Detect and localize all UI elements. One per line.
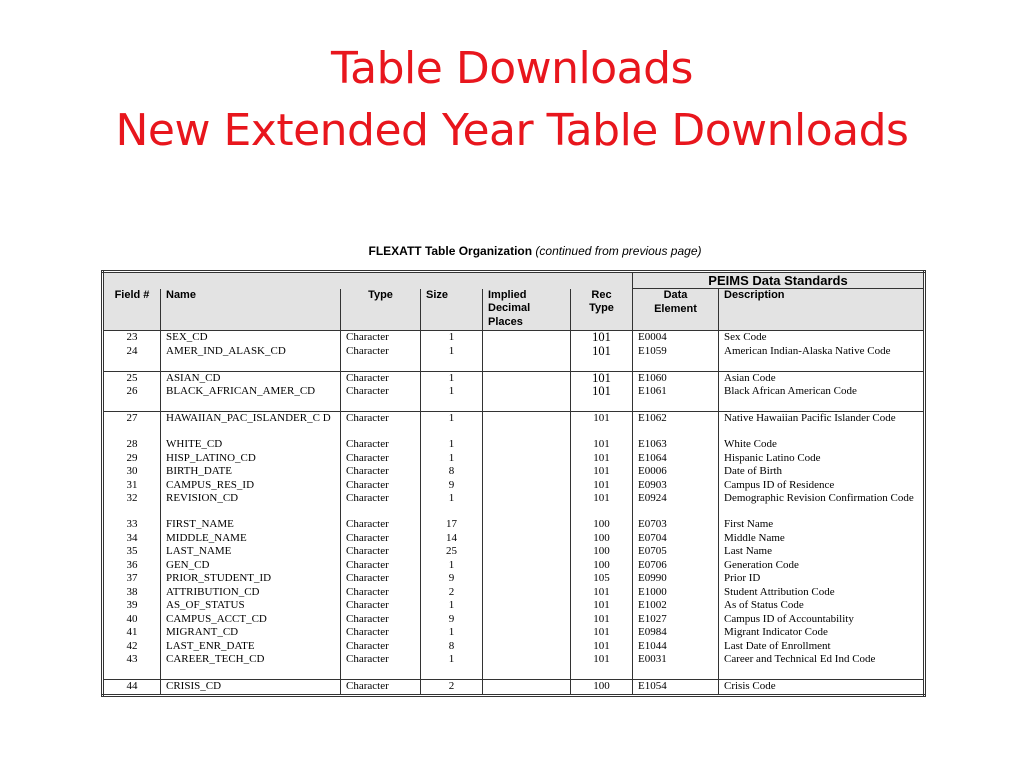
cell-size: 2: [421, 586, 483, 600]
cell-field: 44: [103, 680, 161, 696]
cell-implied: [483, 438, 571, 452]
flexatt-table: [101, 270, 926, 697]
table-column-header-row: [103, 289, 925, 331]
cell-rec: 101: [571, 653, 633, 680]
cell-rec: 100: [571, 532, 633, 546]
cell-name: LAST_NAME: [161, 545, 341, 559]
cell-size: 1: [421, 331, 483, 345]
cell-size: 1: [421, 626, 483, 640]
cell-element: E1054: [633, 680, 719, 696]
caption-continued: (continued from previous page): [535, 244, 702, 258]
cell-rec: 101: [571, 385, 633, 412]
table-row: [103, 412, 925, 439]
table-row: [103, 465, 925, 479]
cell-type: Character: [341, 545, 421, 559]
cell-field: 38: [103, 586, 161, 600]
cell-type: Character: [341, 599, 421, 613]
cell-element: E1000: [633, 586, 719, 600]
col-rec-line1: Rec: [591, 288, 612, 301]
cell-field: 41: [103, 626, 161, 640]
slide-title: [0, 38, 1024, 162]
cell-rec: 101: [571, 438, 633, 452]
col-description-header: Description: [719, 289, 925, 331]
cell-size: 8: [421, 465, 483, 479]
cell-implied: [483, 586, 571, 600]
cell-type: Character: [341, 572, 421, 586]
cell-element: E0924: [633, 492, 719, 518]
cell-implied: [483, 518, 571, 532]
cell-field: 26: [103, 385, 161, 412]
cell-size: 1: [421, 345, 483, 372]
cell-field: 29: [103, 452, 161, 466]
cell-field: 34: [103, 532, 161, 546]
cell-rec: 100: [571, 559, 633, 573]
cell-element: E1061: [633, 385, 719, 412]
cell-name: FIRST_NAME: [161, 518, 341, 532]
cell-type: Character: [341, 653, 421, 680]
cell-name: REVISION_CD: [161, 492, 341, 518]
cell-type: Character: [341, 559, 421, 573]
cell-rec: 101: [571, 412, 633, 439]
table-row: [103, 438, 925, 452]
peims-group-header: PEIMS Data Standards: [633, 272, 925, 289]
cell-description: Last Date of Enrollment: [719, 640, 925, 654]
cell-description: Hispanic Latino Code: [719, 452, 925, 466]
cell-description: Generation Code: [719, 559, 925, 573]
col-rec-header: [571, 289, 633, 331]
table-row: [103, 599, 925, 613]
cell-element: E1064: [633, 452, 719, 466]
col-rec-line2: Type: [589, 302, 614, 314]
cell-type: Character: [341, 586, 421, 600]
cell-element: E0704: [633, 532, 719, 546]
cell-type: Character: [341, 452, 421, 466]
table-row: [103, 452, 925, 466]
cell-implied: [483, 572, 571, 586]
cell-rec: 101: [571, 345, 633, 372]
cell-rec: 101: [571, 479, 633, 493]
cell-description: Black African American Code: [719, 385, 925, 412]
cell-rec: 101: [571, 452, 633, 466]
cell-element: E0984: [633, 626, 719, 640]
cell-name: SEX_CD: [161, 331, 341, 345]
col-element-line1: Data: [663, 289, 688, 301]
cell-size: 2: [421, 680, 483, 696]
cell-implied: [483, 626, 571, 640]
cell-type: Character: [341, 438, 421, 452]
cell-description: Career and Technical Ed Ind Code: [719, 653, 925, 680]
cell-name: BLACK_AFRICAN_AMER_CD: [161, 385, 341, 412]
cell-implied: [483, 331, 571, 345]
cell-name: CAMPUS_ACCT_CD: [161, 613, 341, 627]
cell-size: 25: [421, 545, 483, 559]
header-blank-band: [103, 272, 633, 289]
cell-type: Character: [341, 412, 421, 439]
table-row: [103, 572, 925, 586]
cell-rec: 105: [571, 572, 633, 586]
cell-description: Migrant Indicator Code: [719, 626, 925, 640]
cell-element: E0990: [633, 572, 719, 586]
cell-description: Demographic Revision Confirmation Code: [719, 492, 925, 518]
cell-element: E0703: [633, 518, 719, 532]
cell-description: Campus ID of Accountability: [719, 613, 925, 627]
cell-type: Character: [341, 680, 421, 696]
cell-field: 28: [103, 438, 161, 452]
cell-type: Character: [341, 492, 421, 518]
col-element-line2: Element: [654, 302, 697, 315]
cell-name: CAREER_TECH_CD: [161, 653, 341, 680]
cell-implied: [483, 680, 571, 696]
cell-implied: [483, 465, 571, 479]
table-body: [103, 331, 925, 696]
cell-size: 9: [421, 479, 483, 493]
cell-rec: 101: [571, 331, 633, 345]
cell-rec: 101: [571, 613, 633, 627]
cell-name: PRIOR_STUDENT_ID: [161, 572, 341, 586]
cell-element: E1062: [633, 412, 719, 439]
cell-size: 1: [421, 559, 483, 573]
table-row: [103, 613, 925, 627]
cell-rec: 101: [571, 492, 633, 518]
table-row: [103, 559, 925, 573]
cell-element: E1044: [633, 640, 719, 654]
cell-name: CAMPUS_RES_ID: [161, 479, 341, 493]
cell-description: Campus ID of Residence: [719, 479, 925, 493]
table-row: [103, 626, 925, 640]
cell-size: 14: [421, 532, 483, 546]
cell-size: 9: [421, 572, 483, 586]
cell-description: Student Attribution Code: [719, 586, 925, 600]
cell-field: 39: [103, 599, 161, 613]
cell-name: LAST_ENR_DATE: [161, 640, 341, 654]
table-row: [103, 371, 925, 385]
cell-description: White Code: [719, 438, 925, 452]
cell-rec: 101: [571, 371, 633, 385]
cell-name: HISP_LATINO_CD: [161, 452, 341, 466]
cell-field: 43: [103, 653, 161, 680]
cell-rec: 100: [571, 680, 633, 696]
cell-name: HAWAIIAN_PAC_ISLANDER_C D: [161, 412, 341, 439]
cell-name: MIGRANT_CD: [161, 626, 341, 640]
table-row: [103, 545, 925, 559]
table-group-header-row: [103, 272, 925, 289]
cell-size: 1: [421, 438, 483, 452]
cell-implied: [483, 492, 571, 518]
cell-name: ASIAN_CD: [161, 371, 341, 385]
cell-implied: [483, 412, 571, 439]
cell-field: 27: [103, 412, 161, 439]
cell-element: E0004: [633, 331, 719, 345]
cell-description: First Name: [719, 518, 925, 532]
table-caption: [0, 244, 1024, 258]
cell-rec: 100: [571, 545, 633, 559]
cell-size: 8: [421, 640, 483, 654]
cell-implied: [483, 653, 571, 680]
cell-field: 37: [103, 572, 161, 586]
cell-type: Character: [341, 345, 421, 372]
cell-description: Date of Birth: [719, 465, 925, 479]
cell-size: 1: [421, 653, 483, 680]
cell-rec: 101: [571, 626, 633, 640]
cell-element: E0903: [633, 479, 719, 493]
cell-type: Character: [341, 532, 421, 546]
cell-type: Character: [341, 385, 421, 412]
table-row: [103, 479, 925, 493]
cell-element: E1002: [633, 599, 719, 613]
cell-implied: [483, 479, 571, 493]
table-row: [103, 492, 925, 518]
cell-field: 33: [103, 518, 161, 532]
col-name-header: Name: [161, 289, 341, 331]
cell-size: 17: [421, 518, 483, 532]
cell-type: Character: [341, 640, 421, 654]
col-implied-header: [483, 289, 571, 331]
cell-description: Prior ID: [719, 572, 925, 586]
cell-size: 1: [421, 385, 483, 412]
cell-field: 40: [103, 613, 161, 627]
cell-description: As of Status Code: [719, 599, 925, 613]
cell-field: 25: [103, 371, 161, 385]
cell-rec: 101: [571, 640, 633, 654]
cell-implied: [483, 640, 571, 654]
cell-implied: [483, 532, 571, 546]
cell-implied: [483, 371, 571, 385]
col-implied-line2: Decimal: [488, 302, 531, 314]
cell-type: Character: [341, 518, 421, 532]
table-row: [103, 586, 925, 600]
col-size-header: Size: [421, 289, 483, 331]
title-line-2: New Extended Year Table Downloads: [115, 105, 909, 156]
cell-name: ATTRIBUTION_CD: [161, 586, 341, 600]
cell-implied: [483, 559, 571, 573]
cell-field: 24: [103, 345, 161, 372]
cell-type: Character: [341, 331, 421, 345]
cell-field: 36: [103, 559, 161, 573]
table-row: [103, 385, 925, 412]
cell-field: 31: [103, 479, 161, 493]
cell-name: AS_OF_STATUS: [161, 599, 341, 613]
cell-implied: [483, 613, 571, 627]
cell-size: 1: [421, 452, 483, 466]
cell-type: Character: [341, 479, 421, 493]
cell-rec: 101: [571, 586, 633, 600]
cell-description: Middle Name: [719, 532, 925, 546]
col-element-header: [633, 289, 719, 331]
cell-implied: [483, 545, 571, 559]
cell-name: BIRTH_DATE: [161, 465, 341, 479]
cell-field: 42: [103, 640, 161, 654]
cell-type: Character: [341, 371, 421, 385]
cell-field: 23: [103, 331, 161, 345]
cell-implied: [483, 345, 571, 372]
cell-description: Sex Code: [719, 331, 925, 345]
cell-element: E0031: [633, 653, 719, 680]
cell-field: 35: [103, 545, 161, 559]
cell-name: GEN_CD: [161, 559, 341, 573]
cell-type: Character: [341, 613, 421, 627]
cell-type: Character: [341, 465, 421, 479]
cell-name: AMER_IND_ALASK_CD: [161, 345, 341, 372]
table-row: [103, 680, 925, 696]
cell-description: Asian Code: [719, 371, 925, 385]
cell-rec: 101: [571, 599, 633, 613]
col-implied-line3: Places: [488, 315, 523, 328]
cell-field: 32: [103, 492, 161, 518]
cell-name: MIDDLE_NAME: [161, 532, 341, 546]
cell-type: Character: [341, 626, 421, 640]
col-type-header: Type: [341, 289, 421, 331]
cell-description: Crisis Code: [719, 680, 925, 696]
cell-name: WHITE_CD: [161, 438, 341, 452]
title-line-1: Table Downloads: [331, 43, 693, 94]
cell-size: 1: [421, 599, 483, 613]
table-row: [103, 653, 925, 680]
table-row: [103, 331, 925, 345]
cell-size: 1: [421, 492, 483, 518]
col-field-header: Field #: [103, 289, 161, 331]
col-implied-line1: Implied: [488, 288, 527, 301]
cell-implied: [483, 385, 571, 412]
cell-implied: [483, 599, 571, 613]
cell-element: E1063: [633, 438, 719, 452]
cell-size: 9: [421, 613, 483, 627]
table-row: [103, 640, 925, 654]
table-row: [103, 532, 925, 546]
cell-size: 1: [421, 371, 483, 385]
cell-element: E1060: [633, 371, 719, 385]
caption-title: FLEXATT Table Organization: [368, 244, 533, 258]
cell-rec: 100: [571, 518, 633, 532]
cell-element: E0706: [633, 559, 719, 573]
cell-field: 30: [103, 465, 161, 479]
cell-element: E0006: [633, 465, 719, 479]
cell-element: E1027: [633, 613, 719, 627]
cell-rec: 101: [571, 465, 633, 479]
cell-name: CRISIS_CD: [161, 680, 341, 696]
cell-size: 1: [421, 412, 483, 439]
table-row: [103, 518, 925, 532]
cell-element: E1059: [633, 345, 719, 372]
table-row: [103, 345, 925, 372]
cell-implied: [483, 452, 571, 466]
cell-description: American Indian-Alaska Native Code: [719, 345, 925, 372]
cell-description: Native Hawaiian Pacific Islander Code: [719, 412, 925, 439]
cell-description: Last Name: [719, 545, 925, 559]
cell-element: E0705: [633, 545, 719, 559]
